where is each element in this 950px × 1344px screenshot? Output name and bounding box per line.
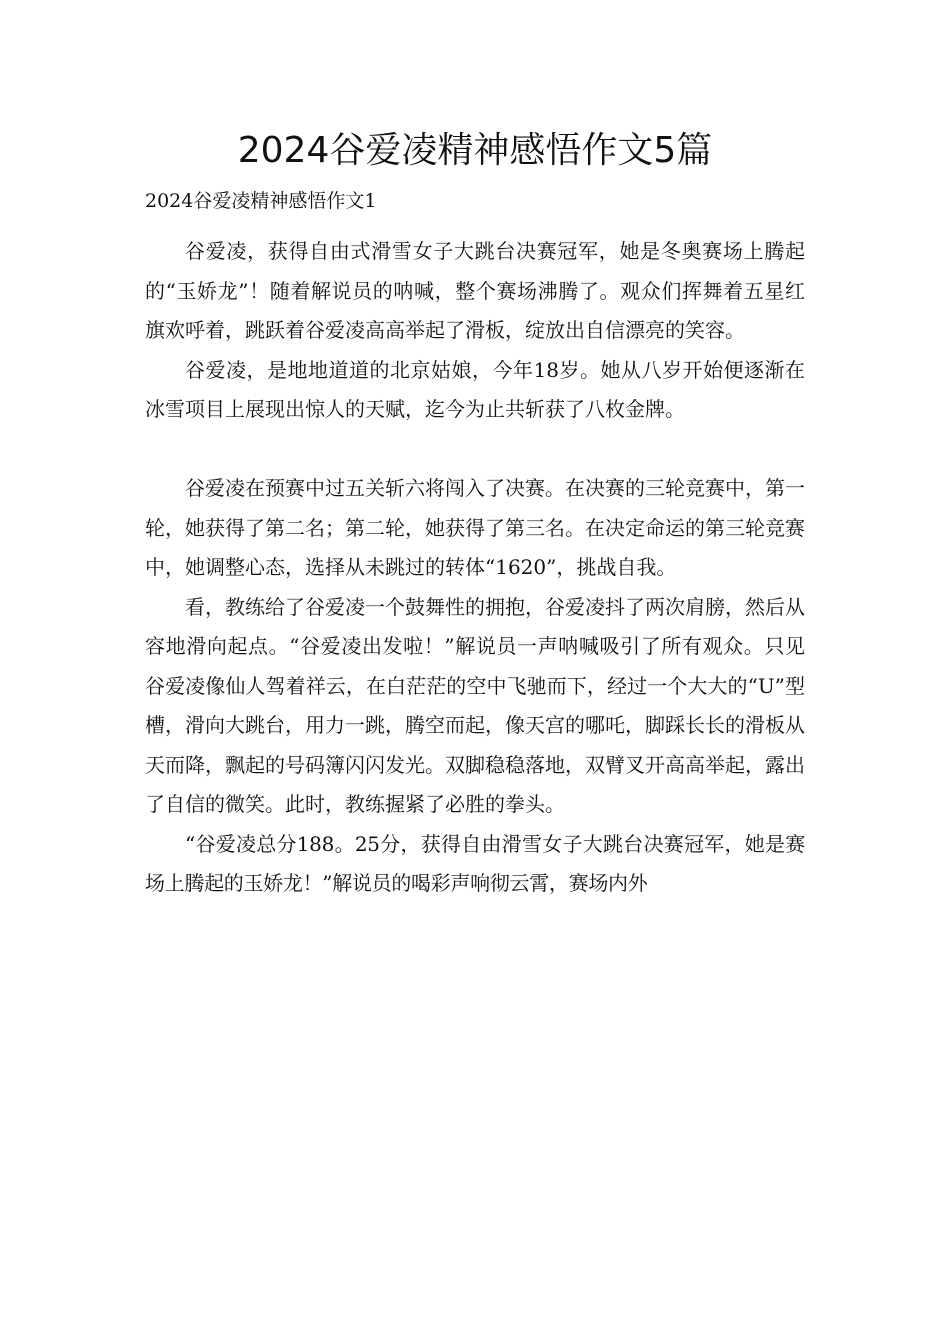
paragraph-spacer: [145, 430, 805, 470]
paragraph-2: 谷爱凌，是地地道道的北京姑娘，今年18岁。她从八岁开始便逐渐在冰雪项目上展现出惊人的天赋，迄今为止共斩获了八枚金牌。: [145, 357, 805, 421]
paragraph-3: 谷爱凌在预赛中过五关斩六将闯入了决赛。在决赛的三轮竞赛中，第一轮，她获得了第二名；第二轮，她获得了第三名。在决定命运的第三轮竞赛中，她调整心态，选择从未跳过的转体“1620”，挑战自我。: [145, 476, 805, 579]
essay-heading: 2024谷爱凌精神感悟作文1: [145, 190, 377, 212]
paragraph-4: 看，教练给了谷爱凌一个鼓舞性的拥抱，谷爱凌抖了两次肩膀，然后从容地滑向起点。“谷爱凌出发啦！”解说员一声呐喊吸引了所有观众。只见谷爱凌像仙人驾着祥云，在白茫茫的空中飞驰而下，经过一个大大的“U”型槽，滑向大跳台，用力一跳，腾空而起，像天宫的哪吒，脚踩长长的滑板从天而降，飘起的号码簿闪闪发光。双脚稳稳落地，双臂叉开高高举起，露出了自信的微笑。此时，教练握紧了必胜的拳头。: [145, 594, 805, 816]
essay-body: [145, 232, 805, 904]
document-title: 2024谷爱凌精神感悟作文5篇: [237, 130, 713, 171]
paragraph-1: 谷爱凌，获得自由式滑雪女子大跳台决赛冠军，她是冬奥赛场上腾起的“玉娇龙”！随着解说员的呐喊，整个赛场沸腾了。观众们挥舞着五星红旗欢呼着，跳跃着谷爱凌高高举起了滑板，绽放出自信漂亮的笑容。: [145, 239, 805, 342]
paragraph-5: “谷爱凌总分188。25分，获得自由滑雪女子大跳台决赛冠军，她是赛场上腾起的玉娇龙！”解说员的喝彩声响彻云霄，赛场内外: [145, 831, 805, 895]
